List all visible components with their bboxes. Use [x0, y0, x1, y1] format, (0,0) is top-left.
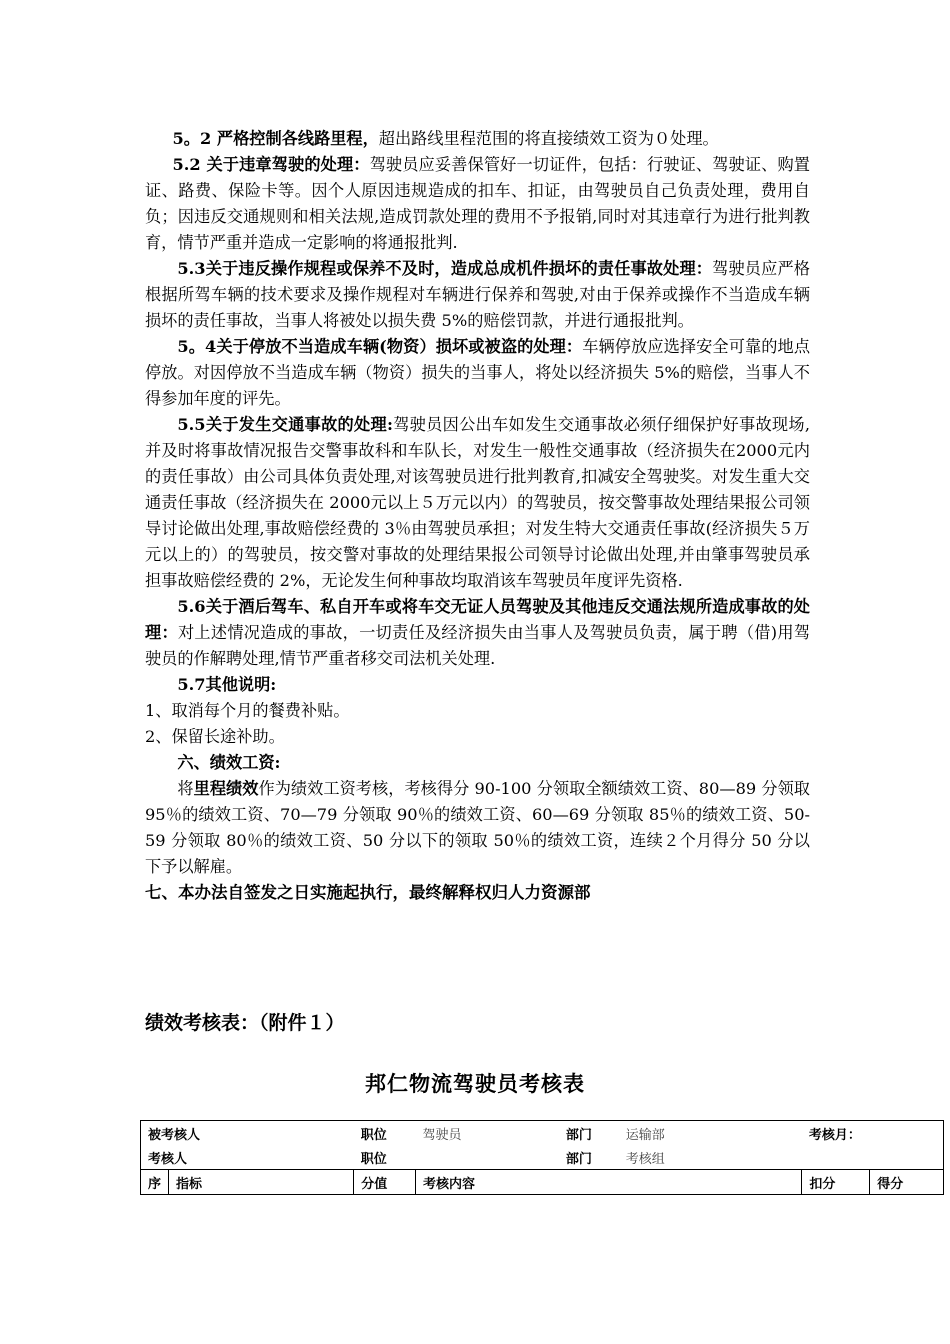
- table-row: [141, 1145, 944, 1170]
- assessment-month-label: 考核月：: [802, 1121, 944, 1146]
- col-seq: 序: [141, 1170, 169, 1195]
- paragraph-5-2-violations: [145, 152, 810, 256]
- paragraph-5-5: [145, 412, 810, 594]
- paragraph-heading: 5.2 关于违章驾驶的处理：: [172, 155, 370, 174]
- position-value: 驾驶员: [416, 1121, 559, 1146]
- department-label: 部门: [565, 1151, 592, 1167]
- paragraph-heading: 5.3关于违反操作规程或保养不及时，造成总成机件损坏的责任事故处理：: [177, 259, 713, 278]
- paragraph-body: 超出路线里程范围的将直接绩效工资为０处理。: [378, 129, 719, 148]
- col-deduct: 扣分: [802, 1170, 870, 1195]
- policy-text: [145, 126, 810, 906]
- paragraph-heading: 5。2 严格控制各线路里程，: [172, 129, 379, 148]
- paragraph-body: 车辆停放应选择安全可靠的地点停放。对因停放不当造成车辆（物资）损失的当事人，将处以经济损失 5%的赔偿，当事人不得参加年度的评先。: [145, 337, 811, 408]
- list-item: 1、取消每个月的餐费补贴。: [145, 701, 350, 720]
- table-header-row: [141, 1170, 944, 1195]
- paragraph-body: 驾驶员应妥善保管好一切证件，包括：行驶证、驾驶证、购置证、路费、保险卡等。因个人原因违规造成的扣车、扣证，由驾驶员自己负责处理，费用自负；因违反交通规则和相关法规,造成罚款处理的费用不予报销,同时对其违章行为进行批判教育，情节严重并造成一定影响的将通报批判.: [145, 155, 810, 252]
- paragraph-heading: 5.7其他说明:: [177, 675, 277, 694]
- paragraph-5-2-mileage: [145, 126, 810, 152]
- col-got: 得分: [870, 1170, 944, 1195]
- col-content: 考核内容: [416, 1170, 802, 1195]
- empty-cell: [802, 1145, 944, 1170]
- paragraph-heading: 5.6关于酒后驾车、私自开车或将车交无证人员驾驶及其他违反交通法规所造成事故的处理：: [145, 597, 810, 642]
- paragraph-body: 驾驶员应严格根据所驾车辆的技术要求及操作规程对车辆进行保养和驾驶,对由于保养或操作不当造成车辆损坏的责任事故，当事人将被处以损失费 5%的赔偿罚款，并进行通报批判。: [145, 259, 810, 330]
- department-value: 考核组: [625, 1151, 665, 1167]
- col-score: 分值: [354, 1170, 416, 1195]
- paragraph-heading: 5.5关于发生交通事故的处理:: [177, 415, 393, 434]
- section-6-body: 将里程绩效作为绩效工资考核，考核得分 90-100 分领取全额绩效工资、80—89 分领取 95％的绩效工资、70—79 分领取 90％的绩效工资、60—69 分领取 85％的绩效工资、50-59 分领取 80％的绩效工资、50 分以下的领取 50％的绩效工资，连续２个月得分 50 分以下予以解雇。: [145, 779, 810, 876]
- list-item: 2、保留长途补助。: [145, 727, 285, 746]
- table-title: 邦仁物流驾驶员考核表: [365, 1071, 585, 1096]
- position-label: 职位: [354, 1121, 416, 1146]
- mileage-performance-term: 里程绩效: [193, 779, 259, 798]
- paragraph-heading: 5。4关于停放不当造成车辆(物资）损坏或被盗的处理：: [177, 337, 583, 356]
- paragraph-body: 对上述情况造成的事故，一切责任及经济损失由当事人及驾驶员负责，属于聘（借)用驾驶员的作解聘处理,情节严重者移交司法机关处理.: [145, 623, 811, 668]
- paragraph-5-6: [145, 594, 810, 672]
- assessee-label: 被考核人: [141, 1121, 354, 1146]
- assessor-label: 考核人: [141, 1145, 354, 1170]
- position-value: [416, 1145, 559, 1170]
- paragraph-5-7: [145, 672, 810, 698]
- section-6-title: 六、绩效工资:: [177, 753, 281, 772]
- col-indicator: 指标: [169, 1170, 354, 1195]
- department-value: 运输部: [619, 1121, 802, 1146]
- annex-heading: 绩效考核表：（附件１）: [145, 1012, 345, 1034]
- assessment-table: [140, 1120, 944, 1195]
- section-7: 七、本办法自签发之日实施起执行，最终解释权归人力资源部: [145, 883, 591, 902]
- position-label: 职位: [360, 1151, 387, 1167]
- paragraph-body: 驾驶员因公出车如发生交通事故必须仔细保护好事故现场,并及时将事故情况报告交警事故科和车队长，对发生一般性交通事故（经济损失在2000元内的责任事故）由公司具体负责处理,对该驾驶员进行批判教育,扣减安全驾驶奖。对发生重大交通责任事故（经济损失在 2000元以上５万元以内）的驾驶员，按交警事故处理结果报公司领导讨论做出处理,事故赔偿经费的 3％由驾驶员承担；对发生特大交通责任事故(经济损失５万元以上的）的驾驶员，按交警对事故的处理结果报公司领导讨论做出处理,并由肇事驾驶员承担事故赔偿经费的 2%，无论发生何种事故均取消该车驾驶员年度评先资格.: [145, 415, 810, 590]
- department-label: 部门: [559, 1121, 619, 1146]
- table-row: [141, 1121, 944, 1146]
- paragraph-5-4: [145, 334, 810, 412]
- paragraph-5-3: [145, 256, 810, 334]
